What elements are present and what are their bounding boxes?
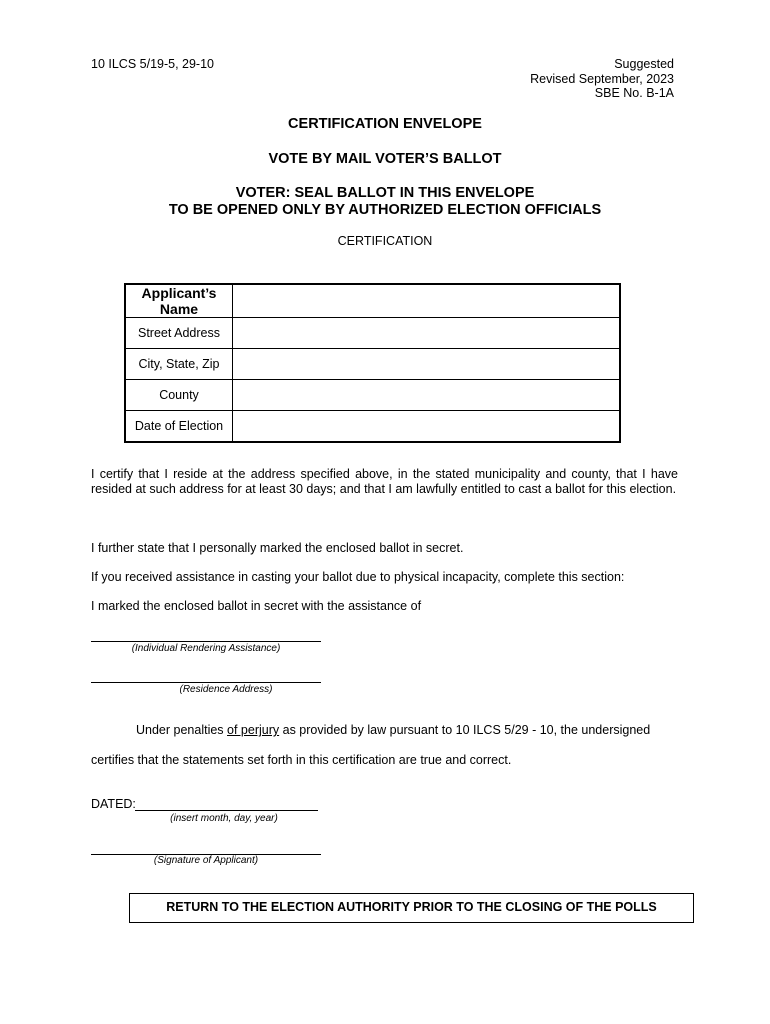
row-city	[125, 349, 620, 380]
individual-assistance-line[interactable]	[91, 641, 321, 642]
title-seal-line1: VOTER: SEAL BALLOT IN THIS ENVELOPE	[235, 185, 535, 201]
assistance-statement: I marked the enclosed ballot in secret with the assistance of	[91, 599, 422, 613]
form-number: SBE No. B-1A	[594, 86, 674, 100]
row-name	[125, 284, 620, 318]
perjury-statement	[136, 723, 650, 737]
secret-statement: I further state that I personally marked the enclosed ballot in secret.	[91, 541, 464, 555]
row-date	[125, 411, 620, 443]
revised-date: Revised September, 2023	[530, 71, 674, 86]
form-info	[530, 57, 674, 101]
certification-heading: CERTIFICATION	[337, 234, 433, 248]
return-notice-box: RETURN TO THE ELECTION AUTHORITY PRIOR TO THE CLOSING OF THE POLLS	[129, 893, 694, 923]
label-applicant-line2: Name	[159, 301, 199, 317]
residence-address-line[interactable]	[91, 682, 321, 683]
applicant-table	[124, 283, 621, 443]
row-street	[125, 318, 620, 349]
caption-signature: (Signature of Applicant)	[153, 855, 259, 866]
label-county: County	[125, 380, 233, 411]
title-certification-envelope: CERTIFICATION ENVELOPE	[288, 116, 482, 132]
suggested-label: Suggested	[614, 57, 674, 71]
title-vote-by-mail: VOTE BY MAIL VOTER’S BALLOT	[268, 151, 502, 167]
label-applicant-line1: Applicant’s	[141, 285, 217, 301]
label-city-state-zip: City, State, Zip	[125, 349, 233, 380]
perjury-underlined: of perjury	[227, 723, 280, 737]
caption-date: (insert month, day, year)	[170, 813, 278, 824]
field-street-address[interactable]	[233, 318, 621, 349]
label-date-of-election: Date of Election	[125, 411, 233, 443]
label-street-address: Street Address	[125, 318, 233, 349]
caption-individual: (Individual Rendering Assistance)	[131, 643, 281, 654]
field-date-of-election[interactable]	[233, 411, 621, 443]
title-seal-line2: TO BE OPENED ONLY BY AUTHORIZED ELECTION OFFICIALS	[168, 202, 602, 218]
dated-label: DATED:	[91, 797, 136, 811]
statute-reference: 10 ILCS 5/19-5, 29-10	[91, 57, 214, 71]
assistance-instruction: If you received assistance in casting your ballot due to physical incapacity, complete this section:	[91, 570, 625, 584]
label-applicant-name	[125, 284, 233, 318]
dated-line[interactable]	[135, 810, 318, 811]
caption-residence: (Residence Address)	[179, 684, 273, 695]
row-county	[125, 380, 620, 411]
title-seal-ballot	[0, 185, 770, 219]
field-city-state-zip[interactable]	[233, 349, 621, 380]
field-county[interactable]	[233, 380, 621, 411]
certifies-statement: certifies that the statements set forth in this certification are true and correct.	[91, 753, 512, 767]
perjury-post: as provided by law pursuant to 10 ILCS 5/29 - 10, the undersigned	[279, 723, 651, 737]
certify-paragraph: I certify that I reside at the address specified above, in the stated municipality and county, that I have resided at such address for at least 30 days; and that I am lawfully entitled to cast a ballot for this election.	[91, 467, 678, 496]
field-applicant-name[interactable]	[233, 284, 621, 318]
perjury-pre: Under penalties	[136, 723, 228, 737]
